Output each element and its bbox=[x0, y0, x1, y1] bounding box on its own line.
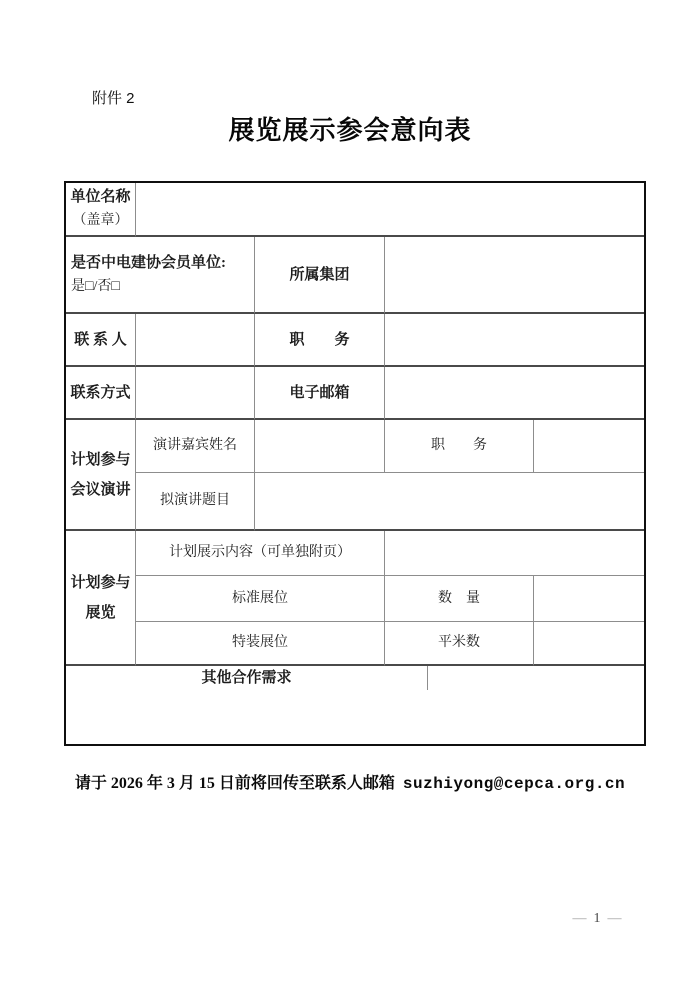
display-content-input-cell bbox=[385, 531, 644, 576]
page-number-dash-right: — bbox=[607, 911, 622, 926]
group-label: 所属集团 bbox=[289, 266, 350, 283]
other-needs-row bbox=[66, 666, 644, 744]
sqm-input-cell bbox=[534, 622, 644, 666]
position-input-cell bbox=[385, 314, 644, 367]
sqm-label-cell bbox=[385, 622, 534, 666]
speech-topic-label: 拟演讲题目 bbox=[160, 493, 230, 508]
exhibition-section-label-line1: 计划参与 bbox=[70, 574, 131, 591]
quantity-input-cell bbox=[534, 576, 644, 622]
speaker-name-label: 演讲嘉宾姓名 bbox=[153, 438, 237, 453]
speaker-name-input-cell bbox=[255, 420, 385, 473]
speaker-position-label: 职 务 bbox=[431, 438, 487, 453]
contact-method-label-cell bbox=[66, 367, 136, 420]
attachment-label: 附件 2 bbox=[92, 90, 135, 107]
speaker-name-label-cell bbox=[136, 420, 255, 473]
unit-name-label: 单位名称 bbox=[70, 189, 131, 205]
other-needs-label-cell bbox=[66, 666, 428, 690]
speaker-position-label-cell bbox=[385, 420, 534, 473]
unit-name-input-cell bbox=[136, 183, 644, 237]
return-email: suzhiyong@cepca.org.cn bbox=[402, 775, 626, 793]
contact-label-cell bbox=[66, 314, 136, 367]
intent-form-table bbox=[64, 181, 646, 746]
speech-topic-input-cell bbox=[255, 473, 644, 531]
standard-booth-label: 标准展位 bbox=[232, 590, 288, 606]
speech-topic-label-cell bbox=[136, 473, 255, 531]
group-label-cell bbox=[255, 237, 385, 314]
unit-name-seal-label: （盖章） bbox=[72, 213, 129, 228]
quantity-label: 数 量 bbox=[438, 590, 480, 606]
speech-section-label-cell bbox=[66, 420, 136, 531]
email-input-cell bbox=[385, 367, 644, 420]
speaker-position-input-cell bbox=[534, 420, 644, 473]
position-label: 职 务 bbox=[289, 331, 350, 348]
position-label-cell bbox=[255, 314, 385, 367]
contact-method-label: 联系方式 bbox=[70, 384, 131, 401]
contact-label: 联 系 人 bbox=[74, 331, 127, 348]
special-booth-label: 特装展位 bbox=[232, 635, 288, 650]
other-needs-label: 其他合作需求 bbox=[201, 670, 292, 686]
display-content-label-cell bbox=[136, 531, 385, 576]
sqm-label: 平米数 bbox=[438, 635, 480, 650]
exhibition-section-label-line2: 展览 bbox=[85, 604, 116, 621]
membership-question-cell bbox=[66, 237, 255, 314]
return-instruction-text: 请于 2026 年 3 月 15 日前将回传至联系人邮箱 bbox=[74, 775, 395, 792]
email-label-cell bbox=[255, 367, 385, 420]
standard-booth-label-cell bbox=[136, 576, 385, 622]
quantity-label-cell bbox=[385, 576, 534, 622]
speech-section-label-line1: 计划参与 bbox=[70, 451, 131, 468]
special-booth-label-cell bbox=[136, 622, 385, 666]
page-title: 展览展示参会意向表 bbox=[228, 116, 472, 145]
page-number-value: 1 bbox=[593, 911, 601, 926]
other-needs-input-cell bbox=[66, 690, 644, 744]
page-number bbox=[542, 911, 652, 927]
exhibition-section-label-cell bbox=[66, 531, 136, 666]
return-instruction bbox=[0, 770, 700, 793]
group-input-cell bbox=[385, 237, 644, 314]
display-content-label: 计划展示内容（可单独附页） bbox=[169, 545, 351, 560]
page-number-dash-left: — bbox=[572, 911, 587, 926]
email-label: 电子邮箱 bbox=[289, 384, 350, 401]
unit-name-label-cell bbox=[66, 183, 136, 237]
speech-section-label-line2: 会议演讲 bbox=[70, 481, 131, 498]
contact-method-input-cell bbox=[136, 367, 255, 420]
contact-input-cell bbox=[136, 314, 255, 367]
membership-checkboxes: 是□/否□ bbox=[71, 278, 120, 294]
membership-question: 是否中电建协会员单位: bbox=[71, 254, 226, 271]
